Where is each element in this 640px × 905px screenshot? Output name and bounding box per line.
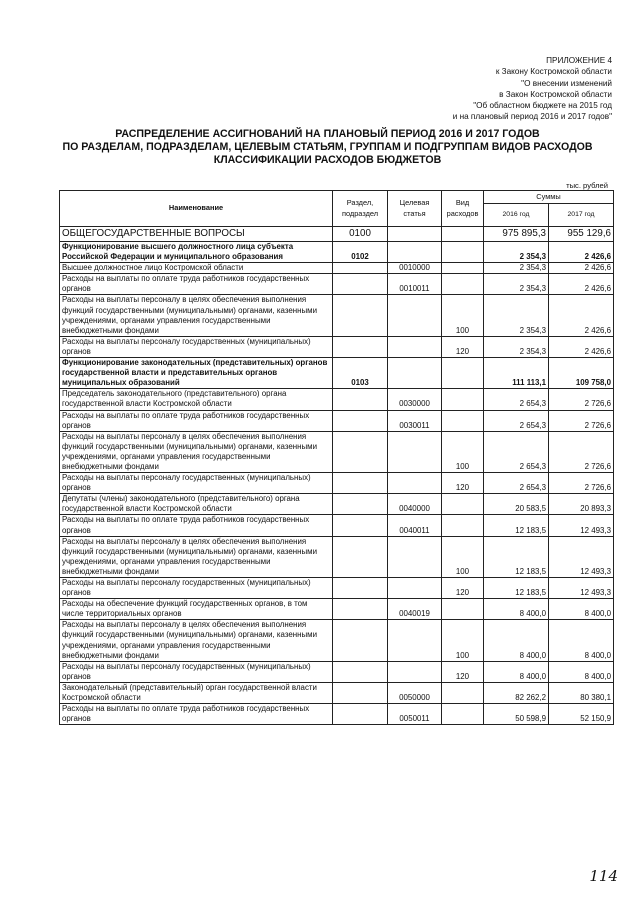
cell-target: 0050011	[388, 704, 442, 725]
appendix-line: и на плановый период 2016 и 2017 годов"	[452, 112, 612, 122]
cell-name: Расходы на выплаты персоналу государственных (муниципальных) органов	[60, 336, 333, 357]
cell-target: 0030011	[388, 410, 442, 431]
table-row	[60, 661, 614, 682]
cell-name: ОБЩЕГОСУДАРСТВЕННЫЕ ВОПРОСЫ	[60, 227, 333, 242]
cell-y2016: 8 400,0	[484, 620, 549, 661]
cell-section	[333, 410, 388, 431]
cell-kind	[442, 274, 484, 295]
cell-y2016: 2 354,3	[484, 336, 549, 357]
cell-name: Расходы на выплаты персоналу в целях обеспечения выполнения функций государственными (муниципальными) органами, казенными учреждениями, органами управления государственными внебюджетными фондами	[60, 536, 333, 577]
cell-y2016: 50 598,9	[484, 704, 549, 725]
cell-name: Расходы на выплаты персоналу государственных (муниципальных) органов	[60, 578, 333, 599]
cell-y2017: 20 893,3	[549, 494, 614, 515]
cell-y2017: 2 426,6	[549, 263, 614, 274]
appendix-line: "Об областном бюджете на 2015 год	[473, 101, 612, 111]
header-2016: 2016 год	[484, 204, 549, 227]
cell-y2017: 80 380,1	[549, 682, 614, 703]
cell-name: Расходы на выплаты по оплате труда работников государственных органов	[60, 704, 333, 725]
cell-section	[333, 263, 388, 274]
cell-y2016: 8 400,0	[484, 661, 549, 682]
cell-section	[333, 389, 388, 410]
table-row	[60, 620, 614, 661]
cell-target: 0040011	[388, 515, 442, 536]
cell-target	[388, 227, 442, 242]
cell-target	[388, 358, 442, 389]
cell-name: Функционирование законодательных (представительных) органов государственной власти и представительных органов муниципальных образований	[60, 358, 333, 389]
cell-section	[333, 515, 388, 536]
appendix-line: ПРИЛОЖЕНИЕ 4	[546, 56, 612, 65]
cell-section	[333, 536, 388, 577]
cell-section	[333, 274, 388, 295]
header-kind: Вид расходов	[442, 191, 484, 227]
cell-name: Расходы на выплаты персоналу в целях обеспечения выполнения функций государственными (муниципальными) органами, казенными учреждениями, органами управления государственными внебюджетными фондами	[60, 620, 333, 661]
cell-target: 0050000	[388, 682, 442, 703]
cell-y2016: 975 895,3	[484, 227, 549, 242]
cell-y2017: 12 493,3	[549, 578, 614, 599]
cell-name: Расходы на выплаты персоналу в целях обеспечения выполнения функций государственными (муниципальными) органами, казенными учреждениями, органами управления государственными внебюджетными фондами	[60, 295, 333, 336]
cell-section	[333, 578, 388, 599]
cell-target	[388, 336, 442, 357]
cell-y2017: 2 726,6	[549, 431, 614, 472]
cell-section: 0102	[333, 242, 388, 263]
cell-y2016: 2 654,3	[484, 431, 549, 472]
cell-section: 0100	[333, 227, 388, 242]
title-line: КЛАССИФИКАЦИИ РАСХОДОВ БЮДЖЕТОВ	[213, 154, 442, 166]
table-row	[60, 410, 614, 431]
cell-target	[388, 473, 442, 494]
cell-kind	[442, 242, 484, 263]
cell-name: Расходы на выплаты персоналу государственных (муниципальных) органов	[60, 661, 333, 682]
table-row	[60, 336, 614, 357]
cell-name: Расходы на выплаты персоналу в целях обеспечения выполнения функций государственными (муниципальными) органами, казенными учреждениями, органами управления государственными внебюджетными фондами	[60, 431, 333, 472]
table-row	[60, 227, 614, 242]
cell-y2016: 12 183,5	[484, 515, 549, 536]
cell-kind	[442, 358, 484, 389]
cell-section	[333, 704, 388, 725]
cell-section	[333, 473, 388, 494]
table-row	[60, 389, 614, 410]
cell-y2016: 8 400,0	[484, 599, 549, 620]
title-line: РАСПРЕДЕЛЕНИЕ АССИГНОВАНИЙ НА ПЛАНОВЫЙ ПЕРИОД 2016 И 2017 ГОДОВ	[115, 128, 540, 140]
cell-y2017: 2 426,6	[549, 295, 614, 336]
cell-y2016: 12 183,5	[484, 536, 549, 577]
cell-target	[388, 536, 442, 577]
cell-name: Расходы на обеспечение функций государственных органов, в том числе территориальных органов	[60, 599, 333, 620]
header-sums: Суммы	[484, 191, 614, 204]
cell-name: Законодательный (представительный) орган государственной власти Костромской области	[60, 682, 333, 703]
table-row	[60, 358, 614, 389]
cell-target: 0010011	[388, 274, 442, 295]
table-row	[60, 431, 614, 472]
cell-kind: 100	[442, 431, 484, 472]
cell-kind	[442, 227, 484, 242]
header-section: Раздел, подраздел	[333, 191, 388, 227]
cell-y2017: 955 129,6	[549, 227, 614, 242]
cell-section	[333, 620, 388, 661]
header-name: Наименование	[60, 191, 333, 227]
cell-y2016: 20 583,5	[484, 494, 549, 515]
appendix-line: "О внесении изменений	[521, 78, 612, 88]
cell-kind: 120	[442, 661, 484, 682]
cell-y2016: 12 183,5	[484, 578, 549, 599]
cell-y2017: 12 493,3	[549, 515, 614, 536]
table-row	[60, 682, 614, 703]
cell-section	[333, 494, 388, 515]
cell-y2017: 2 726,6	[549, 410, 614, 431]
cell-section	[333, 336, 388, 357]
cell-name: Функционирование высшего должностного лица субъекта Российской Федерации и муниципального образования	[60, 242, 333, 263]
cell-y2016: 2 654,3	[484, 410, 549, 431]
cell-name: Расходы на выплаты по оплате труда работников государственных органов	[60, 410, 333, 431]
cell-target	[388, 661, 442, 682]
table-row	[60, 599, 614, 620]
cell-name: Расходы на выплаты по оплате труда работников государственных органов	[60, 274, 333, 295]
cell-name: Депутаты (члены) законодательного (представительного) органа государственной власти Костромской области	[60, 494, 333, 515]
cell-y2017: 109 758,0	[549, 358, 614, 389]
cell-kind	[442, 515, 484, 536]
cell-y2016: 2 354,3	[484, 242, 549, 263]
cell-target	[388, 295, 442, 336]
table-row	[60, 263, 614, 274]
cell-y2016: 111 113,1	[484, 358, 549, 389]
table-body	[60, 227, 614, 725]
cell-section	[333, 661, 388, 682]
appendix-block	[453, 55, 612, 123]
page-number: 114	[589, 867, 618, 885]
cell-name: Расходы на выплаты персоналу государственных (муниципальных) органов	[60, 473, 333, 494]
cell-y2017: 12 493,3	[549, 536, 614, 577]
cell-kind: 100	[442, 536, 484, 577]
appendix-line: к Закону Костромской области	[495, 67, 612, 77]
cell-target: 0030000	[388, 389, 442, 410]
cell-kind	[442, 410, 484, 431]
cell-target	[388, 578, 442, 599]
table-row	[60, 274, 614, 295]
appendix-line: в Закон Костромской области	[499, 89, 612, 99]
cell-y2017: 8 400,0	[549, 599, 614, 620]
cell-y2017: 2 726,6	[549, 389, 614, 410]
header-2017: 2017 год	[549, 204, 614, 227]
cell-kind: 120	[442, 336, 484, 357]
cell-kind	[442, 704, 484, 725]
cell-section: 0103	[333, 358, 388, 389]
cell-section	[333, 431, 388, 472]
cell-section	[333, 599, 388, 620]
table-row	[60, 494, 614, 515]
cell-kind: 120	[442, 578, 484, 599]
table-row	[60, 536, 614, 577]
appropriations-table	[59, 190, 614, 725]
cell-name: Высшее должностное лицо Костромской области	[60, 263, 333, 274]
cell-y2016: 82 262,2	[484, 682, 549, 703]
title-line: ПО РАЗДЕЛАМ, ПОДРАЗДЕЛАМ, ЦЕЛЕВЫМ СТАТЬЯМ, ГРУППАМ И ПОДГРУППАМ ВИДОВ РАСХОДОВ	[62, 141, 593, 153]
cell-name: Расходы на выплаты по оплате труда работников государственных органов	[60, 515, 333, 536]
cell-y2017: 8 400,0	[549, 620, 614, 661]
cell-kind	[442, 599, 484, 620]
cell-target: 0040000	[388, 494, 442, 515]
header-target: Целевая статья	[388, 191, 442, 227]
cell-y2016: 2 654,3	[484, 473, 549, 494]
cell-kind	[442, 389, 484, 410]
cell-kind: 120	[442, 473, 484, 494]
cell-name: Председатель законодательного (представительного) органа государственной власти Костромской области	[60, 389, 333, 410]
table-row	[60, 704, 614, 725]
table-row	[60, 515, 614, 536]
cell-y2016: 2 354,3	[484, 263, 549, 274]
cell-kind	[442, 494, 484, 515]
unit-label: тыс. рублей	[566, 181, 608, 190]
cell-section	[333, 682, 388, 703]
cell-target: 0040019	[388, 599, 442, 620]
cell-y2017: 52 150,9	[549, 704, 614, 725]
cell-kind: 100	[442, 620, 484, 661]
cell-target	[388, 431, 442, 472]
cell-y2017: 2 426,6	[549, 336, 614, 357]
cell-y2016: 2 354,3	[484, 274, 549, 295]
cell-y2016: 2 654,3	[484, 389, 549, 410]
cell-target: 0010000	[388, 263, 442, 274]
cell-section	[333, 295, 388, 336]
cell-kind: 100	[442, 295, 484, 336]
cell-y2017: 2 426,6	[549, 242, 614, 263]
cell-y2016: 2 354,3	[484, 295, 549, 336]
cell-y2017: 2 726,6	[549, 473, 614, 494]
table-row	[60, 242, 614, 263]
document-title	[40, 128, 615, 167]
cell-kind	[442, 682, 484, 703]
table-row	[60, 578, 614, 599]
cell-target	[388, 242, 442, 263]
cell-y2017: 8 400,0	[549, 661, 614, 682]
cell-target	[388, 620, 442, 661]
table-row	[60, 473, 614, 494]
cell-kind	[442, 263, 484, 274]
table-row	[60, 295, 614, 336]
cell-y2017: 2 426,6	[549, 274, 614, 295]
